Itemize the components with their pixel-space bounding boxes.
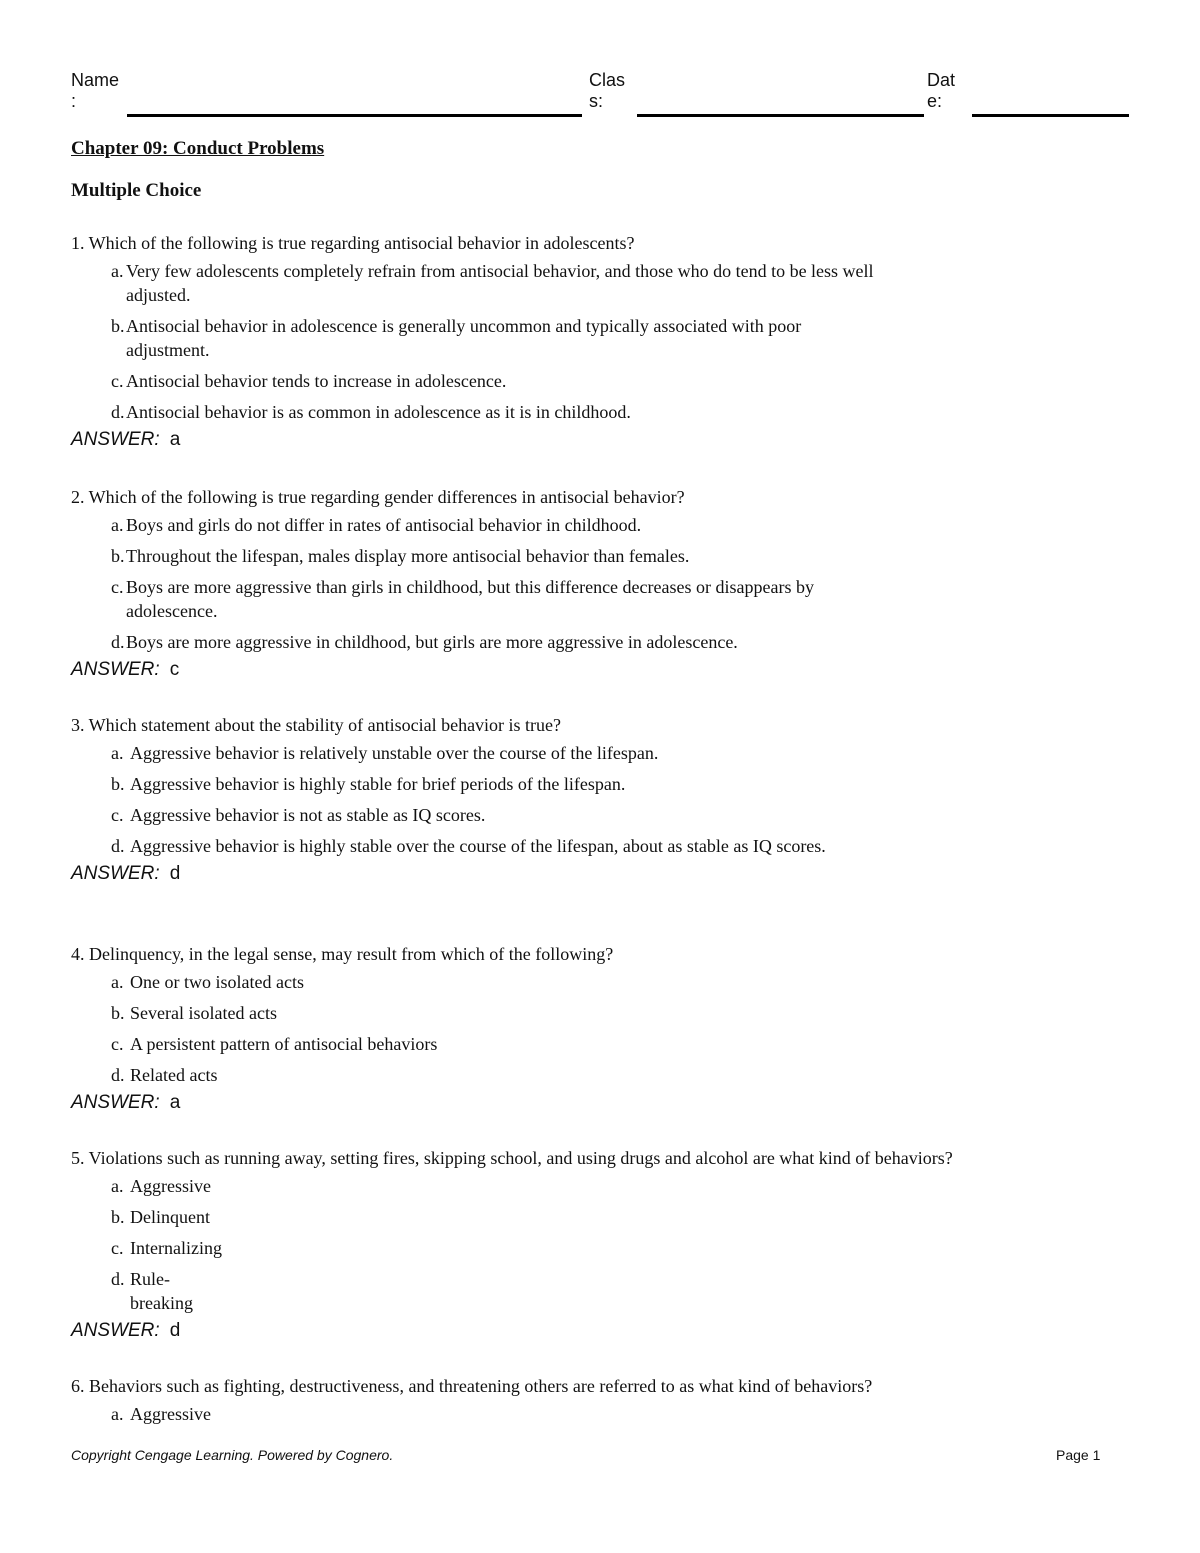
answer-value: d: [169, 1320, 181, 1341]
answer-line: [71, 1091, 1161, 1115]
name-field-line[interactable]: [127, 114, 582, 117]
choice-text: Very few adolescents completely refrain from antisocial behavior, and those who do tend to be less well adjusted.: [126, 261, 874, 305]
choice-d[interactable]: d. Boys are more aggressive in childhood, but girls are more aggressive in adolescence.: [71, 630, 1161, 654]
answer-value: d: [169, 863, 181, 884]
class-label-top: Clas: [589, 70, 626, 90]
choice-a[interactable]: a. Very few adolescents completely refrain from antisocial behavior, and those who do tend to be less well adjusted.: [71, 259, 1161, 307]
choice-b[interactable]: b. Several isolated acts: [71, 1001, 1161, 1025]
answer-value: a: [169, 429, 181, 450]
choice-text: Antisocial behavior is as common in adolescence as it is in childhood.: [126, 402, 631, 422]
chapter-title: Chapter 09: Conduct Problems: [71, 138, 325, 159]
question-3: [71, 714, 1161, 886]
date-label-bottom: e:: [927, 91, 943, 111]
question-stem: 6. Behaviors such as fighting, destructiveness, and threatening others are referred to as what kind of behaviors?: [71, 1376, 873, 1396]
choice-text: Boys are more aggressive than girls in childhood, but this difference decreases or disappears by adolescence.: [126, 577, 814, 621]
choice-c[interactable]: c. Antisocial behavior tends to increase in adolescence.: [71, 369, 1161, 393]
choice-a[interactable]: a. One or two isolated acts: [71, 970, 1161, 994]
answer-label: ANSWER:: [71, 429, 160, 450]
choice-text: Aggressive behavior is highly stable over the course of the lifespan, about as stable as IQ scores.: [130, 836, 826, 856]
copyright-notice: Copyright Cengage Learning. Powered by Cognero.: [71, 1447, 394, 1463]
choice-d[interactable]: d. Aggressive behavior is highly stable over the course of the lifespan, about as stable as IQ scores.: [71, 834, 1161, 858]
class-field-line[interactable]: [637, 114, 924, 117]
answer-label: ANSWER:: [71, 659, 160, 680]
answer-line: [71, 862, 1161, 886]
question-2: [71, 486, 1161, 682]
choice-c[interactable]: c. Aggressive behavior is not as stable as IQ scores.: [71, 803, 1161, 827]
question-stem: 1. Which of the following is true regarding antisocial behavior in adolescents?: [71, 233, 635, 253]
choice-a[interactable]: a. Boys and girls do not differ in rates of antisocial behavior in childhood.: [71, 513, 1161, 537]
choice-text: Several isolated acts: [130, 1003, 277, 1023]
name-label-top: Name: [71, 70, 120, 90]
choice-text: One or two isolated acts: [130, 972, 304, 992]
choice-text: Delinquent: [130, 1207, 210, 1227]
choice-text: Aggressive behavior is not as stable as IQ scores.: [130, 805, 486, 825]
question-4: [71, 943, 1161, 1115]
choice-b[interactable]: b. Delinquent: [71, 1205, 1161, 1229]
question-stem: 2. Which of the following is true regarding gender differences in antisocial behavior?: [71, 487, 685, 507]
choice-text: Throughout the lifespan, males display more antisocial behavior than females.: [126, 546, 690, 566]
choice-b[interactable]: b. Aggressive behavior is highly stable for brief periods of the lifespan.: [71, 772, 1161, 796]
choice-d[interactable]: d. Related acts: [71, 1063, 1161, 1087]
choice-text: Aggressive behavior is relatively unstable over the course of the lifespan.: [130, 743, 659, 763]
choice-a[interactable]: a. Aggressive: [71, 1402, 1161, 1426]
question-1: [71, 232, 1161, 452]
choice-text: Antisocial behavior in adolescence is generally uncommon and typically associated with poor adjustment.: [126, 316, 802, 360]
choice-text: Internalizing: [130, 1238, 222, 1258]
class-label-bottom: s:: [589, 91, 604, 111]
class-label: [589, 70, 625, 112]
answer-line: [71, 1319, 1161, 1343]
answer-line: [71, 658, 1161, 682]
choice-text: Rule-breaking: [130, 1269, 193, 1313]
date-field-line[interactable]: [972, 114, 1129, 117]
answer-label: ANSWER:: [71, 1092, 160, 1113]
choice-text: Antisocial behavior tends to increase in adolescence.: [126, 371, 507, 391]
choice-text: Aggressive behavior is highly stable for brief periods of the lifespan.: [130, 774, 626, 794]
date-label: [927, 70, 955, 112]
name-label-bottom: :: [71, 91, 77, 111]
choice-a[interactable]: a. Aggressive behavior is relatively unstable over the course of the lifespan.: [71, 741, 1161, 765]
page-number: Page 1: [1056, 1447, 1101, 1463]
choice-d[interactable]: d. Antisocial behavior is as common in adolescence as it is in childhood.: [71, 400, 1161, 424]
choice-c[interactable]: c. Internalizing: [71, 1236, 1161, 1260]
choice-b[interactable]: b. Throughout the lifespan, males display more antisocial behavior than females.: [71, 544, 1161, 568]
question-6: [71, 1375, 1161, 1426]
question-stem: 5. Violations such as running away, setting fires, skipping school, and using drugs and alcohol are what kind of behaviors?: [71, 1148, 953, 1168]
answer-line: [71, 428, 1161, 452]
answer-label: ANSWER:: [71, 1320, 160, 1341]
date-label-top: Dat: [927, 70, 956, 90]
question-stem: 4. Delinquency, in the legal sense, may result from which of the following?: [71, 944, 614, 964]
choice-a[interactable]: a. Aggressive: [71, 1174, 1161, 1198]
answer-label: ANSWER:: [71, 863, 160, 884]
section-title: Multiple Choice: [71, 180, 202, 201]
choice-c[interactable]: c. A persistent pattern of antisocial behaviors: [71, 1032, 1161, 1056]
choice-b[interactable]: b. Antisocial behavior in adolescence is generally uncommon and typically associated with poor adjustment.: [71, 314, 1161, 362]
choice-text: Boys and girls do not differ in rates of antisocial behavior in childhood.: [126, 515, 642, 535]
choice-text: Boys are more aggressive in childhood, but girls are more aggressive in adolescence.: [126, 632, 738, 652]
choice-text: Aggressive: [130, 1176, 211, 1196]
question-5: [71, 1147, 1161, 1343]
answer-value: c: [169, 659, 180, 680]
choice-d[interactable]: d. Rule-breaking: [111, 1269, 193, 1313]
choice-text: Aggressive: [130, 1404, 211, 1424]
question-stem: 3. Which statement about the stability of antisocial behavior is true?: [71, 715, 562, 735]
choice-text: A persistent pattern of antisocial behaviors: [130, 1034, 438, 1054]
choice-text: Related acts: [130, 1065, 218, 1085]
choice-c[interactable]: c. Boys are more aggressive than girls in childhood, but this difference decreases or disappears by adolescence.: [71, 575, 1161, 623]
answer-value: a: [169, 1092, 181, 1113]
name-label: [71, 70, 119, 112]
